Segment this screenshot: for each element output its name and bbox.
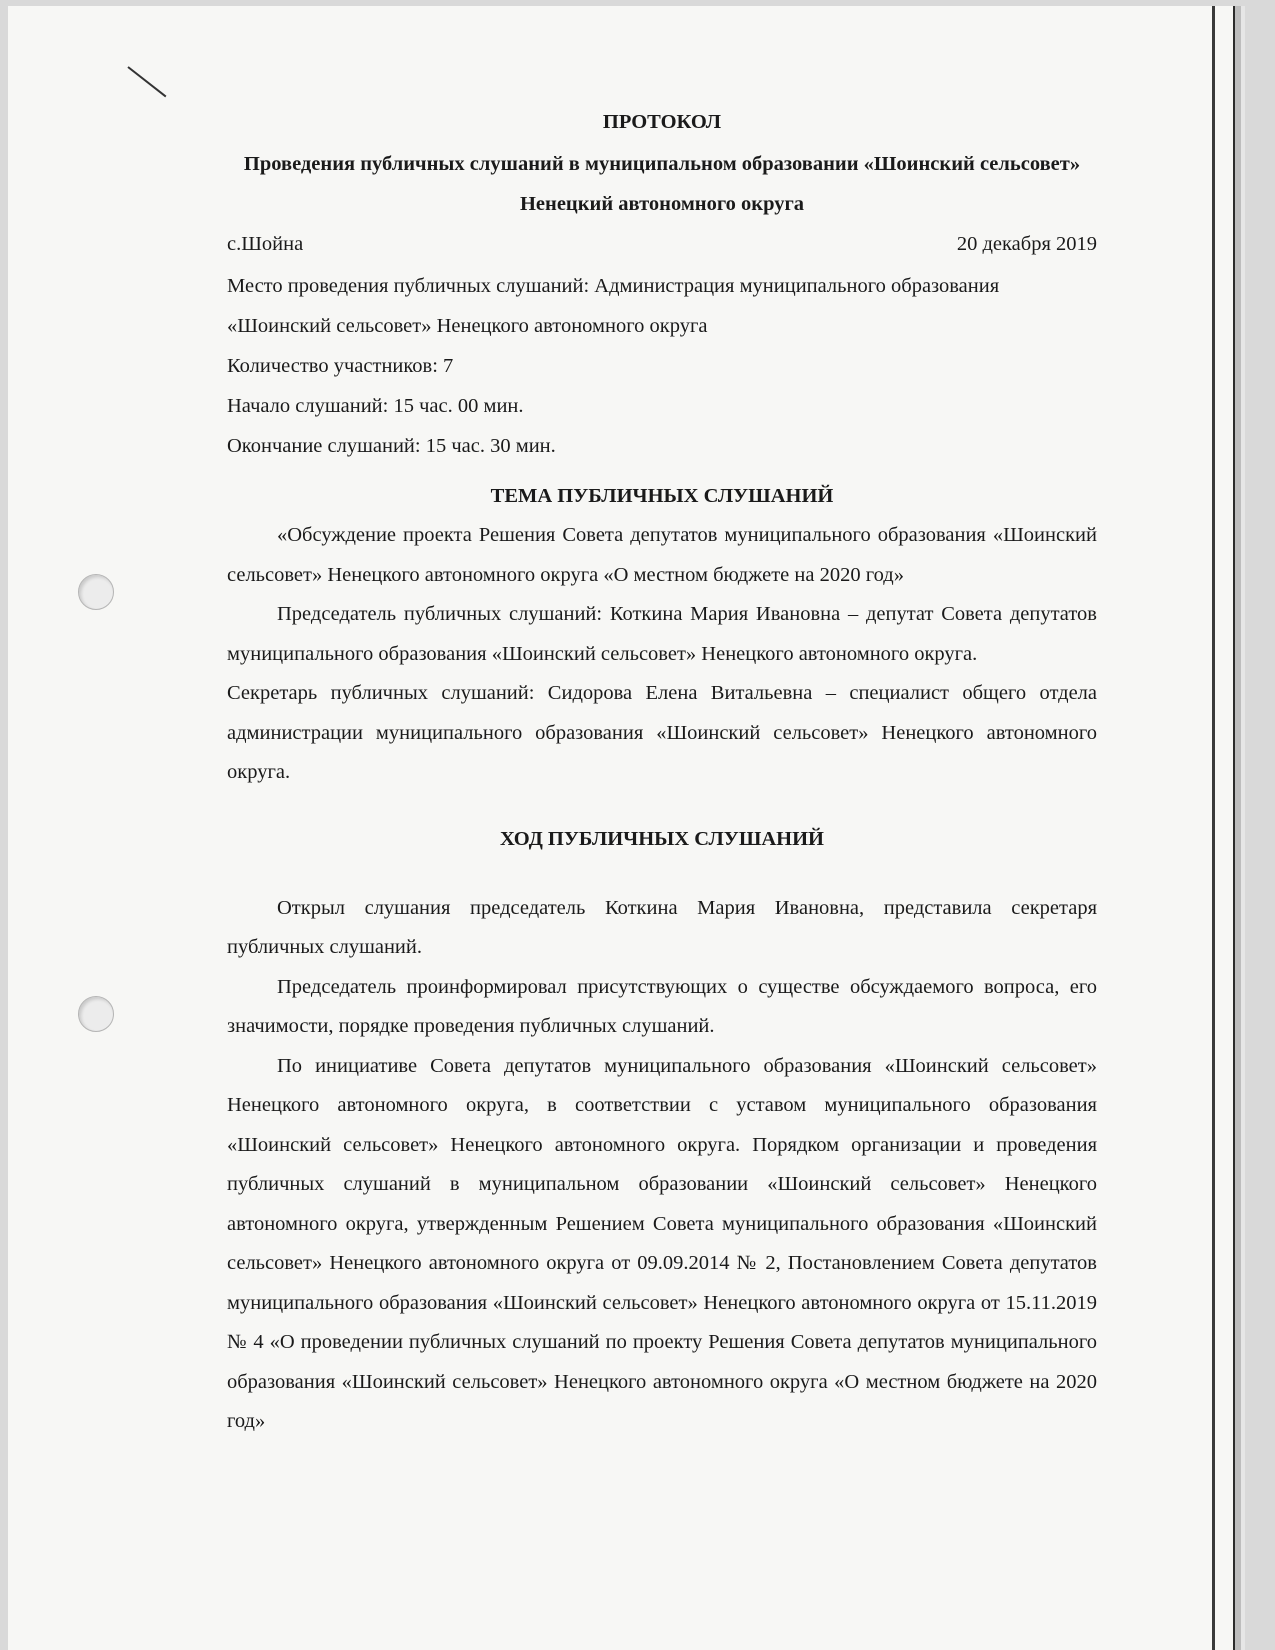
progress-paragraph: По инициативе Совета депутатов муниципального образования «Шоинский сельсовет» Ненецкого автономного округа, в соответствии с уставом муниципального образования «Шоинский сельсовет» Ненецкого автономного округа. Порядком организации и проведения публичных слушаний в муниципальном образовании «Шоинский сельсовет» Ненецкого автономного округа, утвержденным Решением Совета муниципального образования «Шоинский сельсовет» Ненецкого автономного округа от 09.09.2014 № 2, Постановлением Совета депутатов муниципального образования «Шоинский сельсовет» Ненецкого автономного округа от 15.11.2019 № 4 «О проведении публичных слушаний по проекту Решения Совета депутатов муниципального образования «Шоинский сельсовет» Ненецкого автономного округа «О местном бюджете на 2020 год» [227, 1054, 1097, 1432]
progress-paragraph: Председатель проинформировал присутствующих о существе обсуждаемого вопроса, его значимости, порядке проведения публичных слушаний. [227, 975, 1097, 1037]
info-end: Окончание слушаний: 15 час. 30 мин. [227, 435, 556, 457]
punch-hole-bottom [78, 996, 114, 1032]
chairman-text: Председатель публичных слушаний: Коткина Мария Ивановна – депутат Совета депутатов муниципального образования «Шоинский сельсовет» Ненецкого автономного округа. [227, 603, 1097, 665]
theme-text: «Обсуждение проекта Решения Совета депутатов муниципального образования «Шоинский сельсовет» Ненецкого автономного округа «О местном бюджете на 2020 год» [227, 524, 1097, 586]
punch-hole-top [78, 574, 114, 610]
progress-heading: ХОД ПУБЛИЧНЫХ СЛУШАНИЙ [500, 827, 824, 850]
document-subtitle: Проведения публичных слушаний в муниципальном образовании «Шоинский сельсовет» Ненецкий автономного округа [243, 153, 1081, 215]
page-edge [1212, 6, 1215, 1650]
theme-heading: ТЕМА ПУБЛИЧНЫХ СЛУШАНИЙ [490, 485, 834, 507]
date: 20 декабря 2019 [956, 233, 1097, 255]
info-participants: Количество участников: 7 [227, 355, 454, 377]
document-title: ПРОТОКОЛ [602, 111, 722, 133]
secretary-text: Секретарь публичных слушаний: Сидорова Елена Витальевна – специалист общего отдела администрации муниципального образования «Шоинский сельсовет» Ненецкого автономного округа. [227, 682, 1097, 783]
hearing-info [227, 266, 1097, 466]
document-page [8, 6, 1235, 1650]
document-body [227, 102, 1097, 1442]
info-location: Место проведения публичных слушаний: Администрация муниципального образования «Шоинский сельсовет» Ненецкого автономного округа [227, 275, 1000, 337]
place: с.Шойна [227, 233, 304, 255]
progress-paragraph: Открыл слушания председатель Коткина Мария Ивановна, представила секретаря публичных слушаний. [227, 896, 1097, 958]
place-date-row [227, 224, 1097, 264]
info-start: Начало слушаний: 15 час. 00 мин. [227, 395, 524, 417]
staple-mark [127, 66, 166, 97]
